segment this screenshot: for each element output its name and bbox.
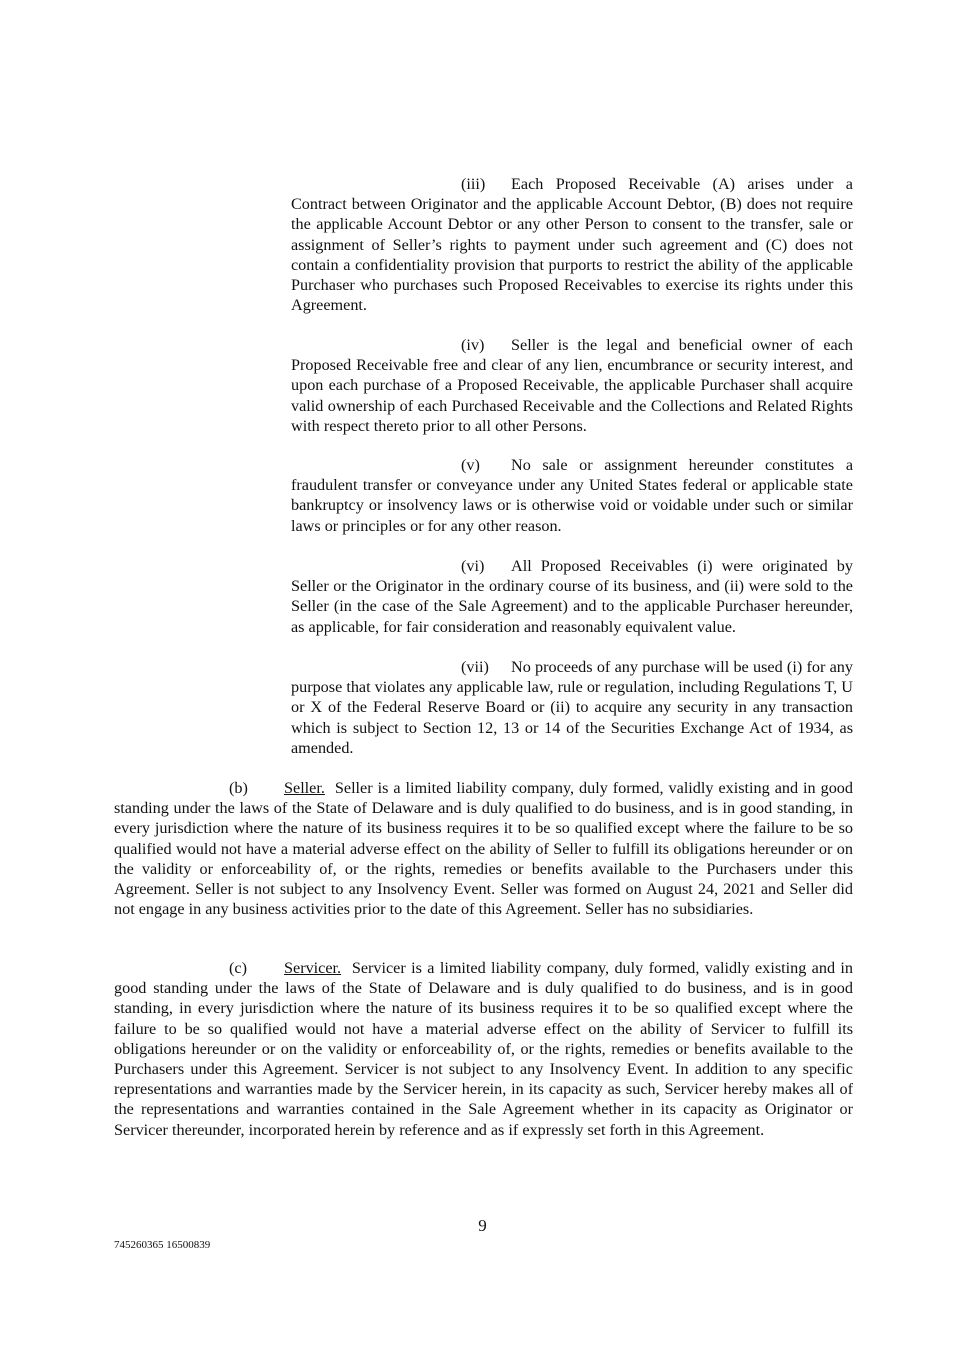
clause-text: Seller is the legal and beneficial owner of each Proposed Receivable free and clear of any lien, encumbrance or security interest, and upon each purchase of a Proposed Receivable, the applicable Purchaser shall acquire valid ownership of each Purchased Receivable and the Collections and Related Rights with respect thereto prior to all other Persons. xyxy=(291,336,853,435)
clause-number: (vii) xyxy=(461,658,489,676)
clause-iii xyxy=(291,174,853,315)
section-text: Servicer is a limited liability company, duly formed, validly existing and in good standing under the laws of the State of Delaware and is duly qualified to do business, and is in good standing, in every jurisdiction where the nature of its business requires it to be so qualified except where the failure to be so qualified would not have a material adverse effect on the ability of Servicer to fulfill its obligations hereunder or on the validity or enforceability of, or the rights, remedies or benefits available to the Purchasers under this Agreement. Servicer is not subject to any Insolvency Event. In addition to any specific representations and warranties made by the Servicer herein, in its capacity as such, Servicer hereby makes all of the representations and warranties contained in the Sale Agreement whether in its capacity as Originator or Servicer thereunder, incorporated herein by reference and as if expressly set forth in this Agreement. xyxy=(114,959,854,1139)
section-heading: Seller. xyxy=(284,779,325,797)
clause-number: (iv) xyxy=(461,336,485,354)
clause-number: (vi) xyxy=(461,557,485,575)
section-b-seller xyxy=(114,778,853,919)
section-text: Seller is a limited liability company, duly formed, validly existing and in good standing under the laws of the State of Delaware and is duly qualified to do business, and is in good standing, in every jurisdiction where the nature of its business requires it to be so qualified except where the failure to be so qualified would not have a material adverse effect on the ability of Seller to fulfill its obligations hereunder or on the validity or enforceability of, or the rights, remedies or benefits available to the Purchasers under this Agreement. Seller is not subject to any Insolvency Event. Seller was formed on August 24, 2021 and Seller did not engage in any business activities prior to the date of this Agreement. Seller has no subsidiaries. xyxy=(114,779,853,919)
clause-vii xyxy=(291,657,853,758)
page-number: 9 xyxy=(478,1216,487,1235)
clause-iv xyxy=(291,335,853,436)
section-heading: Servicer. xyxy=(284,959,342,977)
section-c-servicer xyxy=(114,958,853,1140)
clause-v xyxy=(291,455,853,536)
clause-number: (iii) xyxy=(461,175,486,193)
section-number: (c) xyxy=(229,959,247,977)
clause-text: All Proposed Receivables (i) were originated by Seller or the Originator in the ordinary course of its business, and (ii) were sold to the Seller (in the case of the Sale Agreement) and to the applicable Purchaser hereunder, as applicable, for fair consideration and reasonably equivalent value. xyxy=(291,557,853,636)
clause-number: (v) xyxy=(461,456,480,474)
clause-text: Each Proposed Receivable (A) arises under a Contract between Originator and the applicable Account Debtor, (B) does not require the applicable Account Debtor or any other Person to consent to the transfer, sale or assignment of Seller’s rights to payment under such agreement and (C) does not contain a confidentiality provision that purports to restrict the ability of the applicable Purchaser who purchases such Proposed Receivables to exercise its rights under this Agreement. xyxy=(291,175,853,315)
clause-vi xyxy=(291,556,853,637)
clause-text: No proceeds of any purchase will be used (i) for any purpose that violates any applicable law, rule or regulation, including Regulations T, U or X of the Federal Reserve Board or (ii) to acquire any security in any transaction which is subject to Section 12, 13 or 14 of the Securities Exchange Act of 1934, as amended. xyxy=(291,658,853,757)
document-id: 745260365 16500839 xyxy=(114,1239,211,1251)
section-number: (b) xyxy=(229,779,248,797)
clause-text: No sale or assignment hereunder constitutes a fraudulent transfer or conveyance under any United States federal or applicable state bankruptcy or insolvency laws or is otherwise void or voidable under such or similar laws or principles or for any other reason. xyxy=(291,456,853,535)
